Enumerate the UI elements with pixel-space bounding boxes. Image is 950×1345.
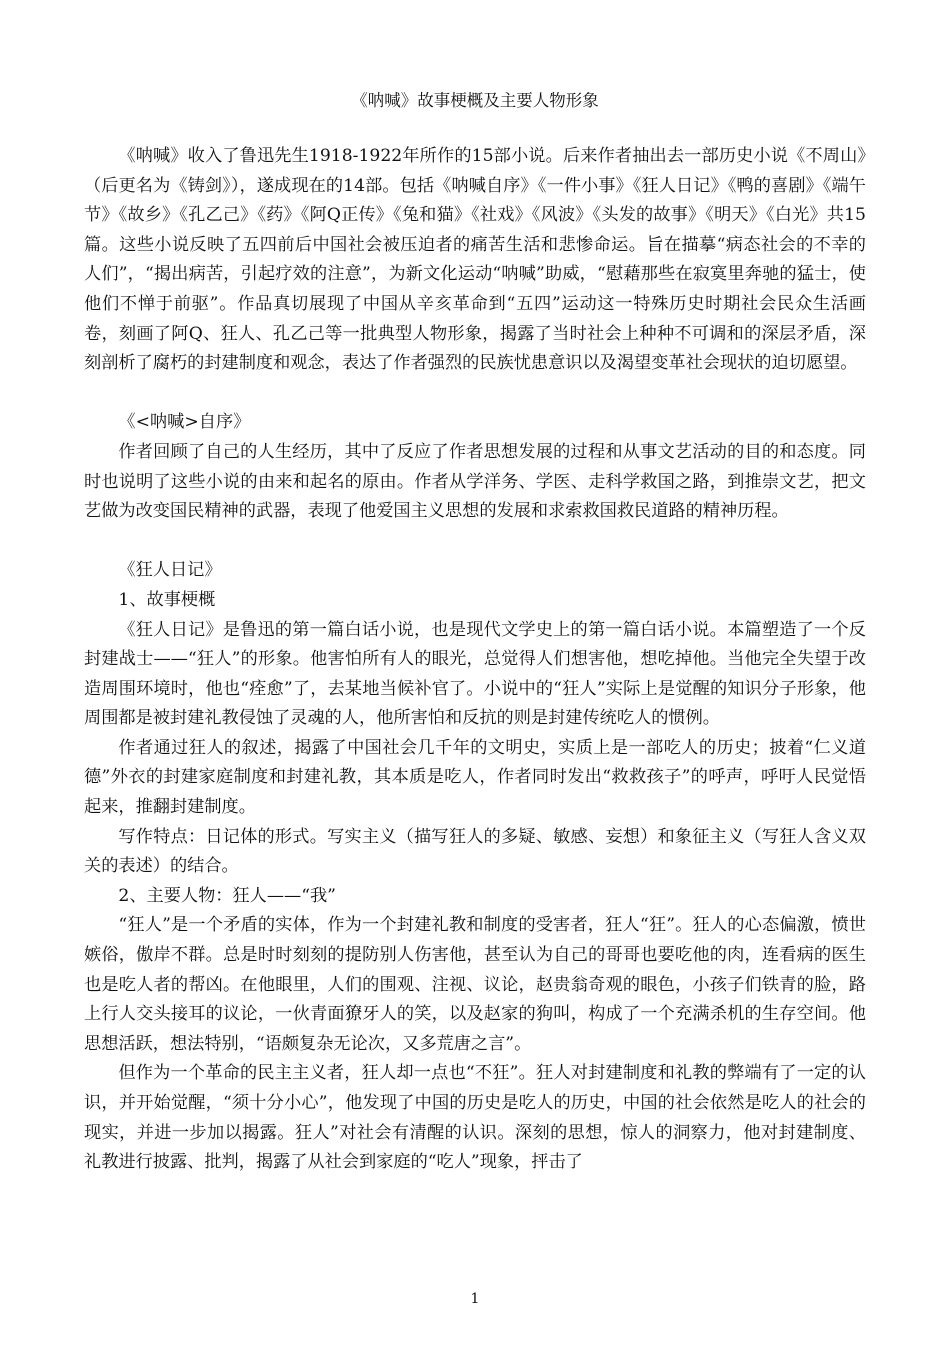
diary-paragraph-2: 作者通过狂人的叙述，揭露了中国社会几千年的文明史，实质上是一部吃人的历史；披着“仁义道德”外衣的封建家庭制度和封建礼教，其本质是吃人，作者同时发出“救救孩子”的呼声，呼吁人民觉悟起来，推翻封建制度。 — [84, 737, 866, 818]
diary-paragraph-1: 《狂人日记》是鲁迅的第一篇白话小说，也是现代文学史上的第一篇白话小说。本篇塑造了一个反封建战士——“狂人”的形象。他害怕所有人的眼光，总觉得人们想害他，想吃掉他。当他完全失望于改造周围环境时，他也“痊愈”了，去某地当候补官了。小说中的“狂人”实际上是觉醒的知识分子形象，他周围都是被封建礼教侵蚀了灵魂的人，他所害怕和反抗的则是封建传统吃人的惯例。 — [84, 619, 866, 729]
preface-heading: 《<呐喊>自序》 — [118, 412, 251, 433]
section-spacer — [84, 379, 866, 409]
page-number: 1 — [470, 1291, 480, 1307]
diary-paragraph-4: “狂人”是一个矛盾的实体，作为一个封建礼教和制度的受害者，狂人“狂”。狂人的心态偏激，愤世嫉俗，傲岸不群。总是时时刻刻的提防别人伤害他，甚至认为自己的哥哥也要吃他的肉，连看病的医生也是吃人者的帮凶。在他眼里，人们的围观、注视、议论，赵贵翁奇观的眼色，小孩子们铁青的脸，路上行人交头接耳的议论，一伙青面獠牙人的笑，以及赵家的狗叫，构成了一个充满杀机的生存空间。他思想活跃，想法特别，“语颇复杂无论次，又多荒唐之言”。 — [84, 915, 866, 1054]
diary-subheading-character: 2、主要人物：狂人——“我” — [118, 885, 336, 906]
diary-heading: 《狂人日记》 — [118, 560, 222, 581]
intro-paragraph: 《呐喊》收入了鲁迅先生1918-1922年所作的15部小说。后来作者抽出去一部历史小说《不周山》（后更名为《铸剑》），遂成现在的14部。包括《呐喊自序》《一件小事》《狂人日记》《鸭的喜剧》《端午节》《故乡》《孔乙己》《药》《阿Q正传》《兔和猫》《社戏》《风波》《头发的故事》《明天》《白光》共15篇。这些小说反映了五四前后中国社会被压迫者的痛苦生活和悲惨命运。旨在描摹“病态社会的不幸的人们”，“揭出病苦，引起疗效的注意”，为新文化运动“呐喊”助威，“慰藉那些在寂寞里奔驰的猛士，使他们不惮于前驱”。作品真切展现了中国从辛亥革命到“五四”运动这一特殊历史时期社会民众生活画卷，刻画了阿Q、狂人、孔乙己等一批典型人物形象，揭露了当时社会上种种不可调和的深层矛盾，深刻剖析了腐朽的封建制度和观念，表达了作者强烈的民族忧患意识以及渴望变革社会现状的迫切愿望。 — [84, 146, 866, 374]
diary-subheading-synopsis: 1、故事梗概 — [118, 589, 216, 610]
preface-paragraph: 作者回顾了自己的人生经历，其中了反应了作者思想发展的过程和从事文艺活动的目的和态度。同时也说明了这些小说的由来和起名的原由。作者从学洋务、学医、走科学救国之路，到推崇文艺，把文艺做为改变国民精神的武器，表现了他爱国主义思想的发展和求索救国救民道路的精神历程。 — [84, 441, 866, 522]
section-spacer — [84, 527, 866, 557]
document-title: 《呐喊》故事梗概及主要人物形象 — [351, 91, 599, 110]
diary-paragraph-5: 但作为一个革命的民主主义者，狂人却一点也“不狂”。狂人对封建制度和礼教的弊端有了一定的认识，并开始觉醒，“须十分小心”，他发现了中国的历史是吃人的历史，中国的社会依然是吃人的社会的现实，并进一步加以揭露。狂人”对社会有清醒的认识。深刻的思想，惊人的洞察力，他对封建制度、礼教进行披露、批判，揭露了从社会到家庭的“吃人”现象，抨击了 — [84, 1063, 866, 1173]
diary-paragraph-3: 写作特点：日记体的形式。写实主义（描写狂人的多疑、敏感、妄想）和象征主义（写狂人含义双关的表述）的结合。 — [84, 826, 866, 877]
